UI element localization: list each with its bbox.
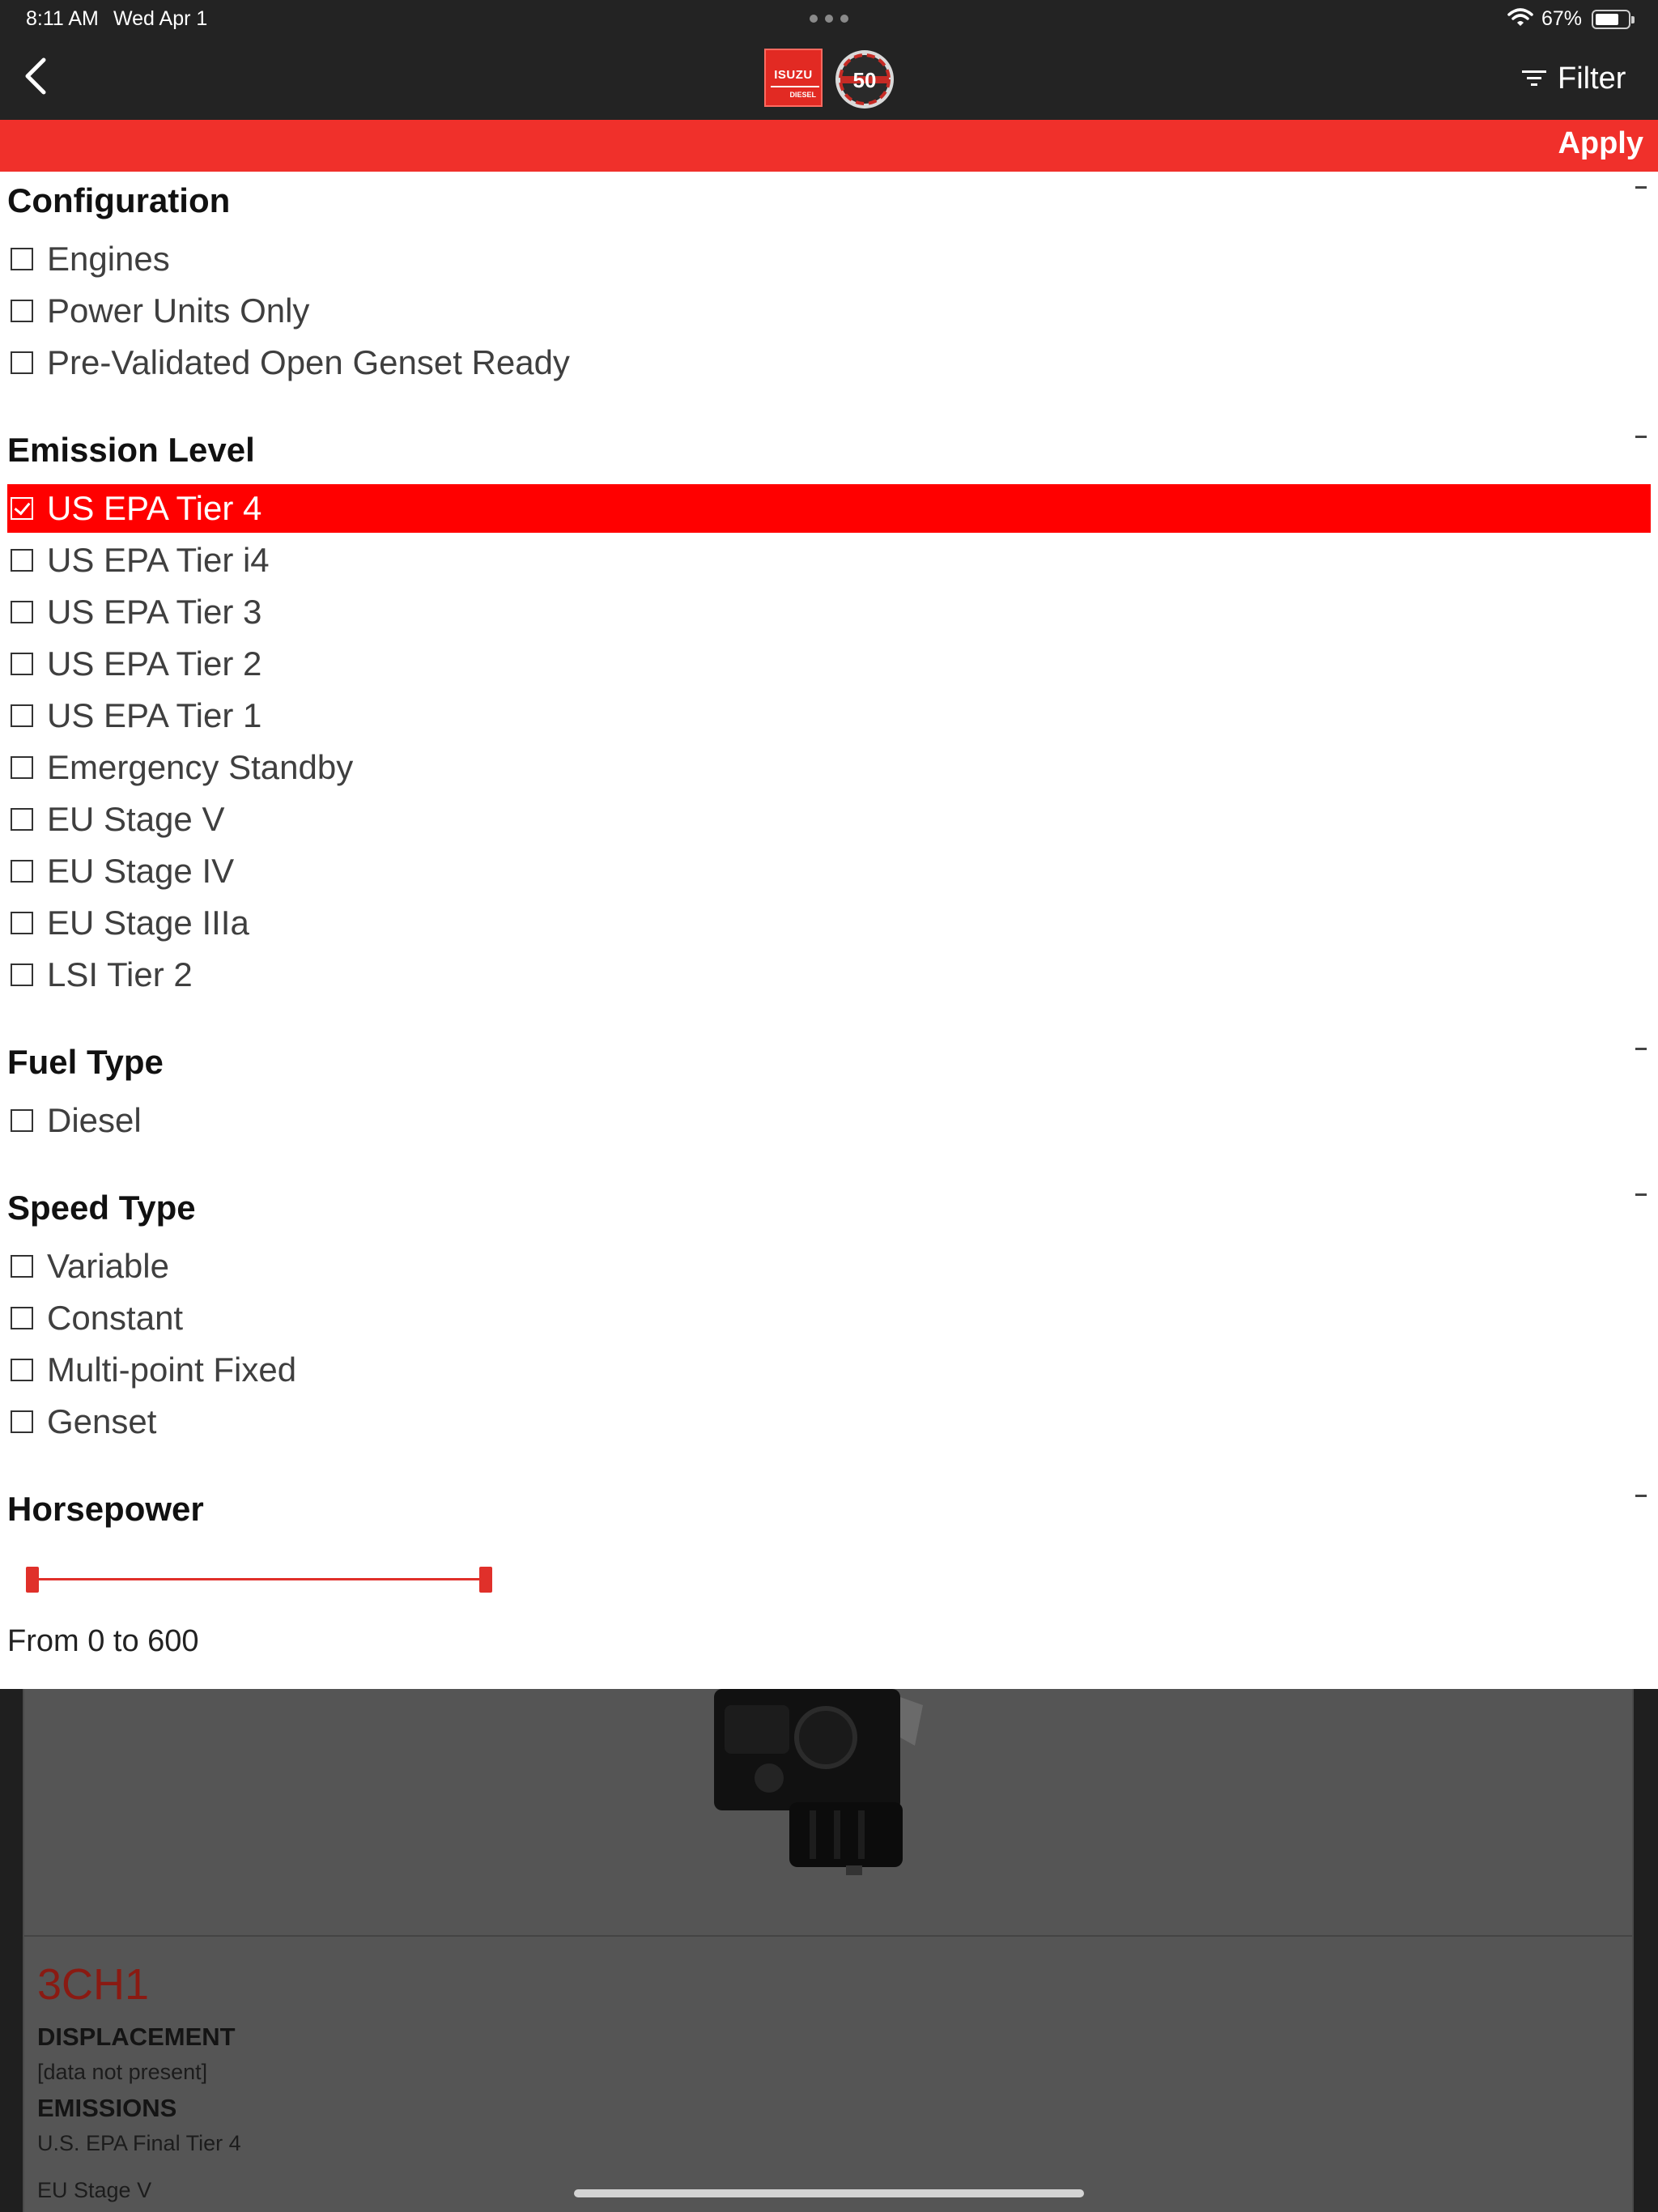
collapse-fuel-icon[interactable] xyxy=(1635,1048,1647,1050)
option-label: Genset xyxy=(47,1402,157,1440)
product-model-name[interactable]: 3CH1 xyxy=(37,1960,150,2009)
option-label: US EPA Tier i4 xyxy=(47,541,270,579)
checkbox-icon[interactable] xyxy=(11,1359,33,1381)
checkbox-icon[interactable] xyxy=(11,1255,33,1278)
checkbox-icon[interactable] xyxy=(11,912,33,934)
option-us-epa-tier-1[interactable] xyxy=(7,691,1651,740)
slider-max-handle[interactable] xyxy=(479,1567,492,1593)
logo-brand-text: ISUZU xyxy=(774,68,813,82)
displacement-value: [data not present] xyxy=(37,2060,208,2084)
option-label: Emergency Standby xyxy=(47,748,354,786)
option-us-epa-tier-2[interactable] xyxy=(7,640,1651,688)
option-eu-stage-iv[interactable] xyxy=(7,847,1651,895)
engine-image xyxy=(680,1689,1004,1883)
checkbox-icon[interactable] xyxy=(11,351,33,374)
wifi-icon xyxy=(1507,8,1533,33)
checkbox-icon[interactable] xyxy=(11,1307,33,1329)
filter-button-label: Filter xyxy=(1558,61,1626,96)
collapse-emission-icon[interactable] xyxy=(1635,436,1647,438)
option-power-units-only[interactable] xyxy=(7,287,1651,335)
slider-min-handle[interactable] xyxy=(26,1567,39,1593)
option-variable[interactable] xyxy=(7,1242,1651,1291)
chevron-left-icon xyxy=(23,57,48,95)
option-diesel[interactable] xyxy=(7,1096,1651,1145)
checkbox-icon[interactable] xyxy=(11,1410,33,1433)
option-emergency-standby[interactable] xyxy=(7,743,1651,792)
option-label: Variable xyxy=(47,1247,169,1285)
filter-lines-icon xyxy=(1522,70,1546,87)
option-engines[interactable] xyxy=(7,235,1651,283)
collapse-horsepower-icon[interactable] xyxy=(1635,1495,1647,1497)
slider-track[interactable] xyxy=(32,1578,486,1580)
collapse-speed-icon[interactable] xyxy=(1635,1193,1647,1196)
section-title-configuration: Configuration xyxy=(7,181,231,219)
app-logo xyxy=(764,49,895,110)
isuzu-diesel-logo xyxy=(764,49,823,107)
battery-percentage: 67% xyxy=(1541,7,1583,30)
checkbox-icon[interactable] xyxy=(11,549,33,572)
checkbox-icon[interactable] xyxy=(11,300,33,322)
multitasking-dots-icon[interactable] xyxy=(810,15,848,23)
option-us-epa-tier-3[interactable] xyxy=(7,588,1651,636)
section-title-emission-level: Emission Level xyxy=(7,431,255,469)
option-label: Engines xyxy=(47,240,170,278)
checkbox-icon[interactable] xyxy=(11,601,33,623)
battery-icon xyxy=(1592,10,1630,29)
option-genset[interactable] xyxy=(7,1397,1651,1446)
option-label: US EPA Tier 1 xyxy=(47,696,262,734)
option-us-epa-tier-i4[interactable] xyxy=(7,536,1651,585)
option-label: Constant xyxy=(47,1299,184,1337)
filter-panel xyxy=(0,172,1658,1689)
home-indicator[interactable] xyxy=(574,2189,1084,2197)
horsepower-range-slider[interactable] xyxy=(24,1563,494,1595)
option-label: EU Stage IIIa xyxy=(47,904,249,942)
option-label: Multi-point Fixed xyxy=(47,1351,297,1389)
checkbox-checked-icon[interactable] xyxy=(11,497,33,520)
checkbox-icon[interactable] xyxy=(11,248,33,270)
apply-button[interactable]: Apply xyxy=(1558,126,1643,160)
option-us-epa-tier-4[interactable] xyxy=(7,484,1651,533)
option-label: LSI Tier 2 xyxy=(47,955,193,993)
anniversary-badge-icon xyxy=(834,49,895,110)
status-time: 8:11 AM xyxy=(26,7,99,30)
option-label: US EPA Tier 3 xyxy=(47,593,262,631)
product-card[interactable] xyxy=(23,1689,1634,2212)
checkbox-icon[interactable] xyxy=(11,704,33,727)
emissions-value: EU Stage V xyxy=(37,2178,152,2202)
collapse-configuration-icon[interactable] xyxy=(1635,186,1647,189)
option-label: US EPA Tier 2 xyxy=(47,644,262,683)
emissions-value: U.S. EPA Final Tier 4 xyxy=(37,2131,241,2155)
section-title-fuel-type: Fuel Type xyxy=(7,1043,164,1081)
checkbox-icon[interactable] xyxy=(11,756,33,779)
option-eu-stage-iiia[interactable] xyxy=(7,899,1651,947)
back-button[interactable] xyxy=(11,52,60,100)
displacement-label: DISPLACEMENT xyxy=(37,2023,236,2051)
apply-bar xyxy=(0,120,1658,172)
option-multi-point-fixed[interactable] xyxy=(7,1346,1651,1394)
option-eu-stage-v[interactable] xyxy=(7,795,1651,844)
navigation-bar xyxy=(0,37,1658,120)
checkbox-icon[interactable] xyxy=(11,1109,33,1132)
option-constant[interactable] xyxy=(7,1294,1651,1342)
option-label: Pre-Validated Open Genset Ready xyxy=(47,343,570,381)
filter-button[interactable] xyxy=(1522,58,1626,99)
svg-text:50: 50 xyxy=(852,68,877,92)
checkbox-icon[interactable] xyxy=(11,653,33,675)
option-label: EU Stage IV xyxy=(47,852,235,890)
section-title-horsepower: Horsepower xyxy=(7,1490,204,1528)
option-lsi-tier-2[interactable] xyxy=(7,951,1651,999)
checkbox-icon[interactable] xyxy=(11,963,33,986)
emissions-label: EMISSIONS xyxy=(37,2094,177,2122)
checkbox-icon[interactable] xyxy=(11,860,33,883)
product-image-area xyxy=(24,1689,1632,1937)
status-date: Wed Apr 1 xyxy=(113,7,208,30)
section-title-speed-type: Speed Type xyxy=(7,1189,196,1227)
option-label: Power Units Only xyxy=(47,291,310,330)
option-label: EU Stage V xyxy=(47,800,225,838)
option-label: US EPA Tier 4 xyxy=(47,489,262,527)
option-label: Diesel xyxy=(47,1101,142,1139)
horsepower-range-text: From 0 to 600 xyxy=(7,1624,199,1658)
option-pre-validated-open-genset-ready[interactable] xyxy=(7,338,1651,387)
checkbox-icon[interactable] xyxy=(11,808,33,831)
status-bar xyxy=(0,0,1658,37)
logo-sub-text: DIESEL xyxy=(789,91,816,99)
results-background xyxy=(0,1689,1658,2212)
